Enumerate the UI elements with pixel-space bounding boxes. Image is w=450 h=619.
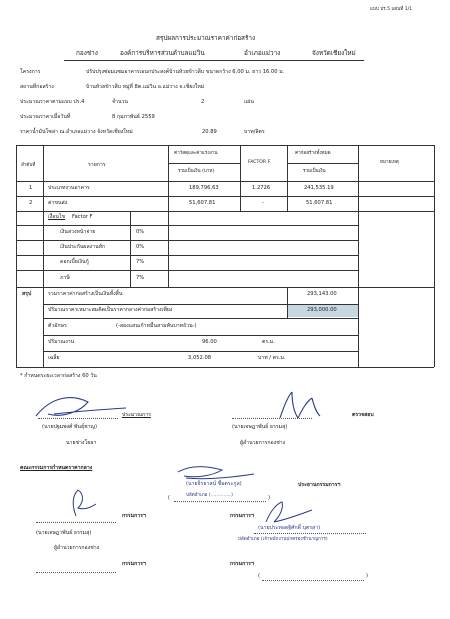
header-item: รายการ (88, 162, 106, 168)
header-no: ลำดับที่ (21, 163, 36, 168)
row-2-item: ค่าขนส่ง (48, 200, 68, 206)
member2-signature (256, 500, 316, 526)
chair-bracket-open: ( (168, 495, 171, 501)
member2-position: ปลัดอำเภอ (เจ้าพนักงานปกครองชำนาญการ) (238, 537, 328, 542)
row-2-factor: - (262, 200, 264, 206)
area-value: 96.00 (202, 339, 217, 345)
header-total-bottom: รวมเป็นเงิน (303, 169, 326, 174)
member2-name: (นายประทอดฐิศักดิ์ บุตรสา) (258, 525, 321, 531)
duration-note: * กำหนดระยะเวลาก่อสร้าง 60 วัน (20, 373, 97, 379)
member1-position: ผู้อำนวยการกองช่าง (54, 545, 100, 551)
header-cost-top: ค่าวัสดุและค่าแรงงาน (174, 151, 218, 156)
checker-position: ผู้อำนวยการกองช่าง (240, 440, 286, 446)
row-1-cost: 189,796.63 (189, 185, 219, 191)
chair-name: (นายจีรธาสน์ ชื่อตระกูล) (186, 481, 242, 487)
factor-row-label: ดอกเบี้ยเงินกู้ (60, 259, 89, 265)
summary-label: สรุป (22, 291, 32, 297)
letters-value: (-สองแสนเก้าหมื่นสามพันบาทถ้วน-) (116, 323, 197, 329)
checker-name: (นายเจษฎาพันธ์ ธรรมสุ) (232, 424, 288, 430)
factor-title: เงื่อนไข (48, 214, 66, 220)
row-2-no: 2 (29, 200, 33, 206)
estimator-title: ประมาณการ (122, 412, 151, 418)
factor-row-value: 0% (136, 229, 145, 235)
factor-row-value: 7% (136, 275, 145, 281)
row-2-total: 51,607.81 (306, 200, 333, 206)
count-unit: แผ่น (244, 99, 254, 105)
member2-title: กรรมการฯ (230, 513, 254, 519)
header-remark: หมายเหตุ (380, 160, 399, 165)
header-total-top: ค่าก่อสร้างทั้งหมด (295, 151, 331, 156)
row-1-total: 241,535.19 (304, 185, 334, 191)
member1-signature (60, 486, 100, 518)
factor-row-label: เงินประกันผลงานหัก (60, 244, 106, 250)
member1-name: (นายเจษฎาพันธ์ ธรรมสุ) (36, 530, 92, 536)
row-1-factor: 1.2726 (252, 185, 271, 191)
avg-label: เฉลี่ย (48, 355, 60, 361)
chair-bracket-close: ) (268, 495, 271, 501)
factor-title-suffix: Factor F (72, 214, 93, 220)
letters-label: ตัวอักษร (48, 323, 67, 329)
org-name: องค์การบริหารส่วนตำบลแม่วิน (120, 49, 205, 57)
rounded-value: 293,000.00 (307, 307, 337, 313)
checker-title: ตรวจสอบ (352, 412, 374, 418)
factor-row-value: 7% (136, 259, 145, 265)
member4-bracket-close: ) (366, 573, 369, 579)
project-label: โครงการ (20, 69, 41, 75)
member4-bracket-open: ( (258, 573, 261, 579)
form-number: แบบ ปร.5 แผ่นที่ 1/1 (370, 7, 413, 12)
header-cost-bottom: รวมเป็นเงิน (บาท) (178, 169, 215, 174)
member3-title: กรรมการฯ (122, 561, 146, 567)
province: จังหวัดเชียงใหม่ (312, 49, 356, 57)
summary-text: รวมราคาค่าก่อสร้างเป็นเงินทั้งสิ้น (48, 291, 123, 297)
area-unit: ตร.ม. (262, 339, 275, 345)
committee-heading: คณะกรรมการกำหนดราคากลาง (20, 465, 93, 471)
count-label: จำนวน (112, 99, 128, 105)
rounded-text: ปริมาณราคาเหมาะสมคิดเป็นราคากลางค่าก่อสร้างเพียง (48, 307, 173, 313)
estimator-name: (นายปฐมพงศ์ พันธุ์ชาญ) (42, 424, 98, 430)
fuel-value: 20.89 (202, 129, 217, 135)
chair-position: ปลัดอำเภอ (..............) (186, 493, 233, 498)
count-value: 2 (201, 99, 205, 105)
factor-row-value: 0% (136, 244, 145, 250)
row-2-cost: 51,607.81 (189, 200, 216, 206)
row-1-no: 1 (29, 185, 33, 191)
chair-signature (176, 462, 256, 492)
division: กองช่าง (76, 49, 98, 57)
row-1-item: ประเภทงานอาคาร (48, 185, 90, 191)
site-label: สถานที่ก่อสร้าง (20, 84, 54, 90)
district: อำเภอแม่วาง (244, 49, 281, 57)
factor-row-label: ภาษี (60, 275, 70, 281)
date-value: 8 กุมภาพันธ์ 2559 (112, 114, 155, 120)
site-value: บ้านห้วยข้าวลีบ หมู่ที่ 8ต.แม่วิน อ.แม่วาง จ.เชียงใหม่ (86, 84, 205, 90)
fuel-label: ราคาน้ำมันโซล่า ณ.อำเภอแม่วาง จังหวัดเชียงใหม่ (20, 129, 133, 135)
member1-title: กรรมการฯ (122, 513, 146, 519)
chair-title: ประธานกรรมการฯ (298, 482, 341, 488)
project-value: ปรับปรุงซ่อมแซมอาคารเอนกประสงค์บ้านห้วยข้าวลีบ ขนาดกว้าง 6.00 ม. ยาว 16.00 ม. (86, 69, 285, 75)
summary-value: 293,143.00 (307, 291, 337, 297)
avg-unit: บาท / ตร.ม. (258, 355, 286, 361)
header-factor: FACTOR F (248, 160, 271, 165)
member4-title: กรรมการฯ (230, 561, 254, 567)
area-label: ปริมาณงาน (48, 339, 75, 345)
avg-value: 3,052.08 (188, 355, 212, 361)
factor-row-label: เงินล่วงหน้าจ่าย (60, 229, 96, 235)
page-title: สรุปผลการประมาณราคาค่าก่อสร้าง (156, 34, 256, 42)
fuel-unit: บาท/ลิตร (244, 129, 265, 135)
date-label: ประมาณราคาเมื่อวันที่ (20, 114, 71, 120)
header-underline (64, 60, 364, 61)
form-label: ประมาณราคาตามแบบ ปร.4 (20, 99, 85, 105)
estimator-position: นายช่างโยธา (66, 440, 97, 446)
